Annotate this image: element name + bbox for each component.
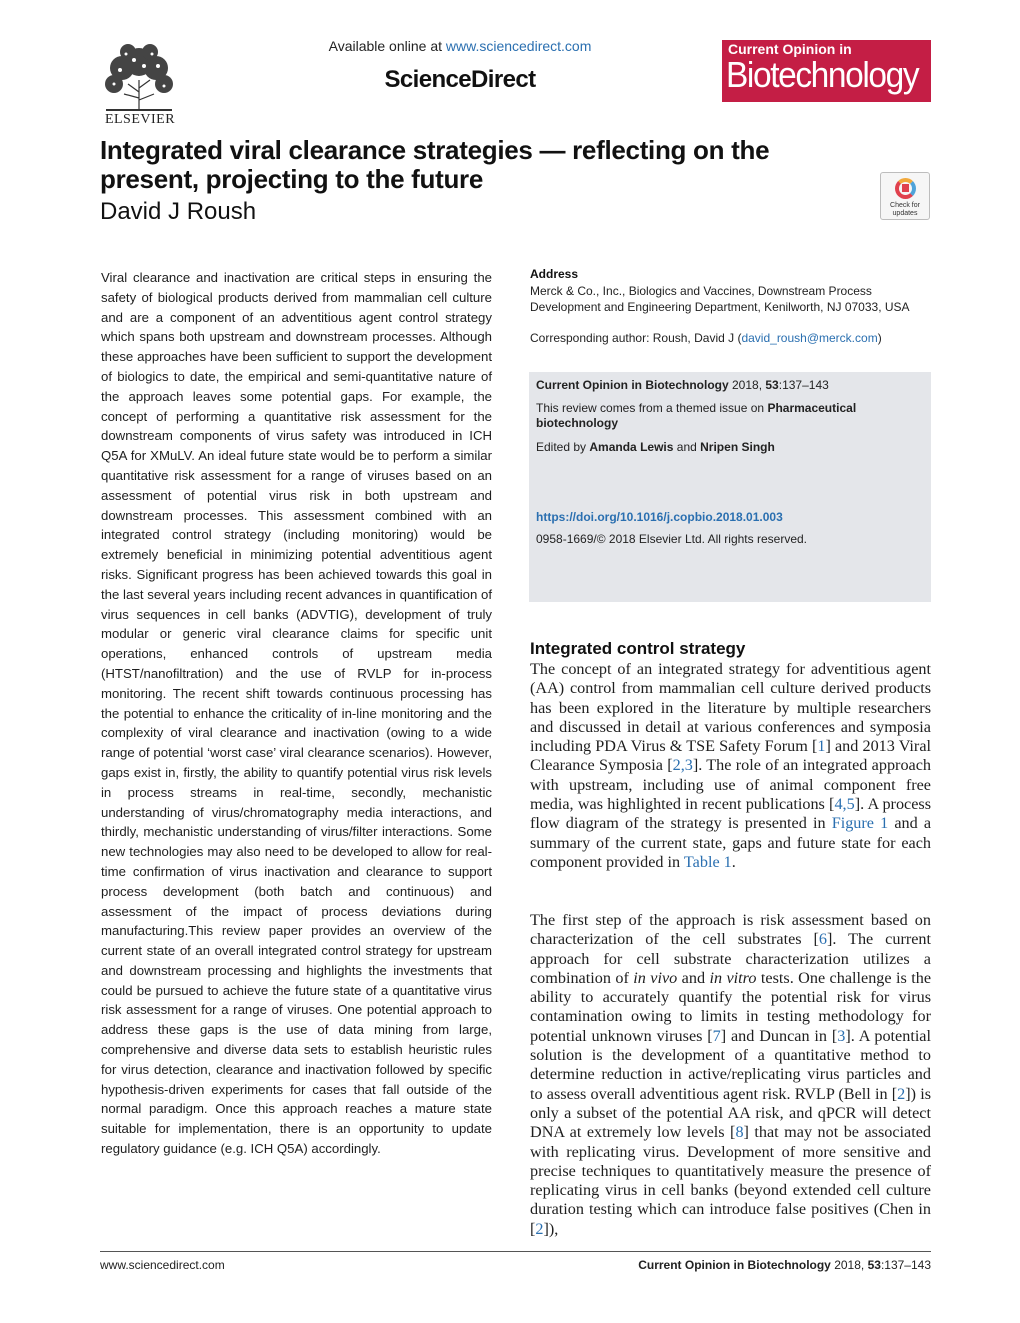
ref-link[interactable]: 8 [735,1123,744,1142]
ref-link[interactable]: 7 [712,1026,721,1045]
doi-link[interactable]: https://doi.org/10.1016/j.copbio.2018.01.003 [536,510,783,524]
available-prefix: Available online at [328,38,442,54]
copyright: 0958-1669/© 2018 Elsevier Ltd. All rights reserved. [536,532,807,546]
address-heading: Address [530,267,579,281]
elsevier-wordmark: ELSEVIER [104,112,176,127]
check-for-updates-label: Check for updates [890,202,920,217]
section-paragraph-1: The concept of an integrated strategy for adventitious agent (AA) control from mammalian cell culture derived products has been explored in the literature by multiple researchers and discussed in detail at various conferences and symposia including PDA Virus & TSE Safety Forum [1] and 2013 Viral Clearance Symposia [2,3]. The role of an integrated approach with upstream, including use of animal component free media, was highlighted in recent publications [4,5]. A process flow diagram of the strategy is presented in Figure 1 and a summary of the current state, gaps and future state for each component provided in Table 1. [530,660,932,871]
article-author: David J Roush [100,198,257,225]
ref-link[interactable]: 6 [818,930,827,949]
footer-citation: Current Opinion in Biotechnology 2018, 53:137–143 [638,1258,931,1272]
ref-link[interactable]: 3 [837,1026,846,1045]
footer-url[interactable]: www.sciencedirect.com [100,1258,225,1272]
table-link[interactable]: Table 1 [683,852,732,871]
journal-banner [722,40,931,102]
sciencedirect-link[interactable]: www.sciencedirect.com [445,38,592,54]
ref-link[interactable]: 1 [817,737,826,756]
ref-link[interactable]: 2,3 [672,756,693,775]
section-heading: Integrated control strategy [530,639,746,658]
sciencedirect-brand: ScienceDirect [384,66,536,93]
corresponding-author: Corresponding author: Roush, David J (david_roush@merck.com) [530,331,882,345]
themed-issue: This review comes from a themed issue on Pharmaceutical biotechnology [536,401,857,430]
abstract: Viral clearance and inactivation are critical steps in ensuring the safety of biological products derived from mammalian cell culture and are a component of an adventitious agent control strategy which spans both upstream and downstream processes. Although these approaches have been sufficient to support the development of biologics to date, the empirical and semi-quantitative nature of the approach leaves some potential gaps. For example, the concept of performing a quantitative risk assessment for the downstream components of virus safety was introduced in ICH Q5A for XMuLV. An ideal future state would be to perform a similar quantitative risk assessment for a range of viruses based on an assessment of potential virus risk in both upstream and downstream processes. This assessment combined with an integrated control strategy (including monitoring) would be extremely beneficial in minimizing potential adventitious agent risks. Significant progress has been achieved towards this goal in the last several years including recent advances in quantification of virus sequences in cell banks (ADVTIG), development of truly modular or generic viral clearance claims for specific unit operations, enhanced controls of upstream media (HTST/nanofiltration) and the use of RVLP for in-process monitoring. The recent shift towards continuous processing has the potential to enhance the criticality of in-line monitoring and the complexity of viral clearance and inactivation (owing to a wide range of potential ‘worst case’ viral clearance scenarios). However, gaps exist in, firstly, the ability to quantify potential virus risk levels in process streams in real-time, secondly, mechanistic understanding of virus/chromatography media interactions, and thirdly, mechanistic understanding of virus/filter interactions. Some new technologies may also need to be developed to allow for real-time confirmation of virus inactivation and clearance to support process development (both batch and continuous) and assessment of the impact of process deviations during manufacturing.This review paper provides an overview of the current state of an overall integrated control strategy for upstream and downstream processing and highlights the investments that could be pursued to achieve the future state of a quantitative virus risk assessment for a range of viruses. One potential approach to address these gaps is the use of data mining from large, comprehensive and diverse data sets to establish heuristic rules for virus detection, clearance and inactivation followed by specific hypothesis-driven experiments for cases that fall outside of the normal paradigm. Once this approach reaches a mature state suitable for implementation, there is an opportunity to update regulatory guidance (e.g. ICH Q5A) accordingly. [101,270,492,1157]
address-text: Merck & Co., Inc., Biologics and Vaccines, Downstream Process Development and Engineering Department, Kenilworth, NJ 07033, USA [530,284,910,314]
citation: Current Opinion in Biotechnology 2018, 53:137–143 [536,378,829,392]
article-info-box [529,372,931,602]
ref-link[interactable]: 4,5 [834,795,855,814]
check-for-updates-button[interactable] [880,172,930,220]
footer-divider [100,1251,931,1252]
ref-link[interactable]: 2 [535,1219,544,1238]
section-paragraph-2: The first step of the approach is risk assessment based on characterization of the cell substrates [6]. The current approach for cell substrate characterization utilizes a combination of in vivo and in vitro tests. One challenge is the ability to accurately quantify the potential risk for virus contamination owing to limits in testing methodology for potential unknown viruses [7] and Duncan in [3]. A potential solution is the development of a quantitative method to determine reduction in active/replicating virus particles and to assess overall adventitious agent risk. RVLP (Bell in [2]) is only a subset of the potential AA risk, and qPCR will detect DNA at extremely low levels [8] that may not be associated with replicating virus. Development of more sensitive and precise techniques to quantitatively measure the presence of replicating virus in cell banks (beyond extended cell culture duration testing which can introduce false positives (Chen in [2]), [530,911,932,1238]
journal-banner-line1: Current Opinion in [728,41,852,57]
figure-link[interactable]: Figure 1 [831,814,889,833]
ref-link[interactable]: 2 [897,1084,906,1103]
available-online [310,38,610,54]
article-title: Integrated viral clearance strategies — reflecting on the present, projecting to the future [100,135,770,194]
editors: Edited by Amanda Lewis and Nripen Singh [536,440,775,454]
bookmark-icon [895,178,916,199]
journal-banner-line2: Biotechnology [726,54,919,95]
author-email-link[interactable]: david_roush@merck.com [741,331,878,345]
